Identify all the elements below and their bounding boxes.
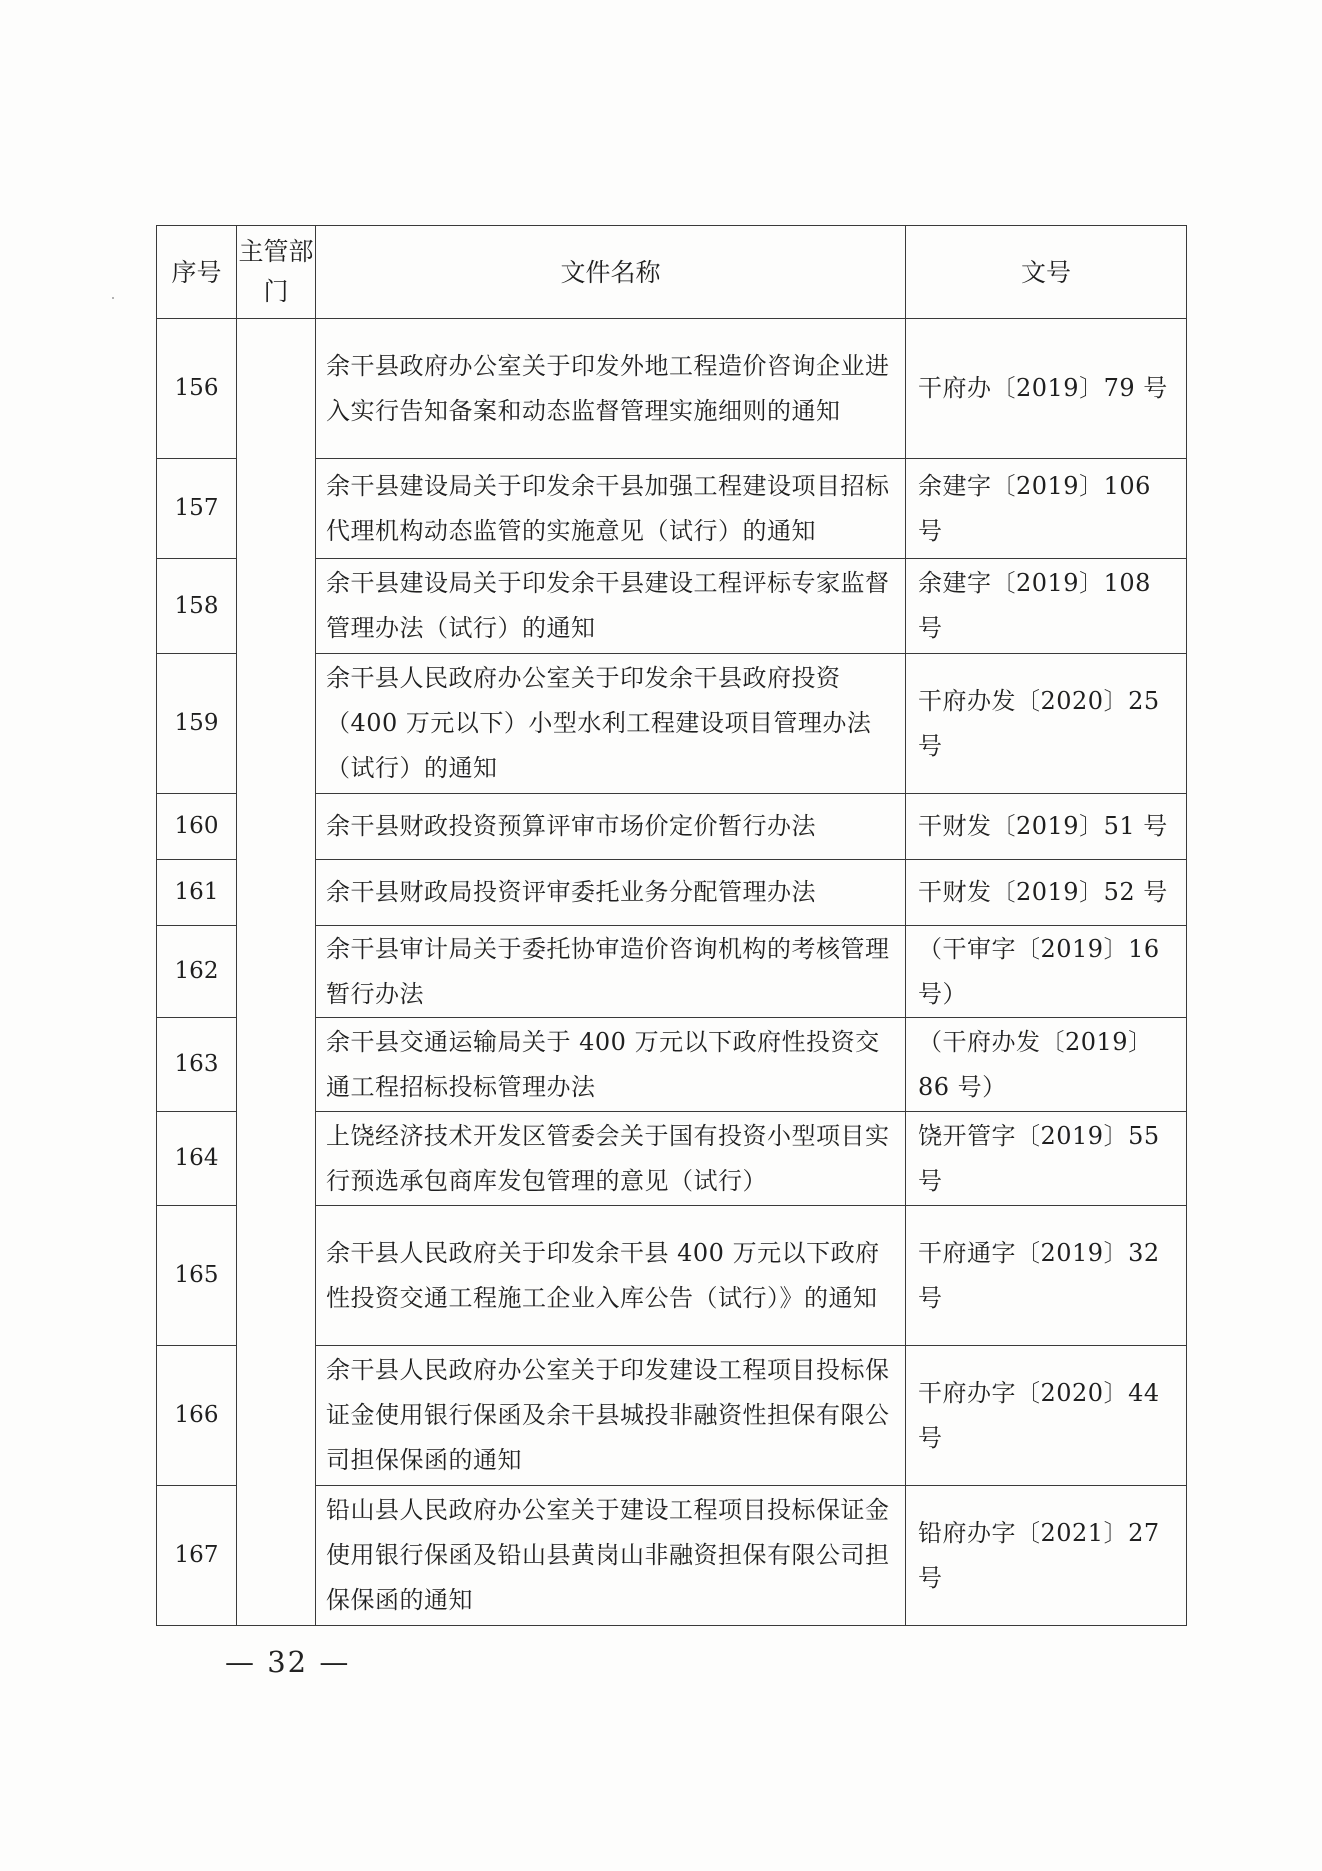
row-number: 干财发〔2019〕52 号: [906, 860, 1187, 926]
row-seq: 163: [157, 1018, 237, 1112]
row-name: 余干县人民政府关于印发余干县 400 万元以下政府性投资交通工程施工企业入库公告（试行）》的通知: [316, 1206, 906, 1346]
table-header-row: [157, 226, 1187, 319]
row-name: 余干县建设局关于印发余干县加强工程建设项目招标代理机构动态监管的实施意见（试行）的通知: [316, 459, 906, 559]
header-name: 文件名称: [316, 226, 906, 319]
row-seq: 158: [157, 559, 237, 654]
row-number: 饶开管字〔2019〕55 号: [906, 1112, 1187, 1206]
row-number: 干府办发〔2020〕25 号: [906, 654, 1187, 794]
row-seq: 162: [157, 926, 237, 1018]
row-seq: 160: [157, 794, 237, 860]
row-seq: 166: [157, 1346, 237, 1486]
row-name: 余干县财政局投资评审委托业务分配管理办法: [316, 860, 906, 926]
page-number: — 32 —: [225, 1645, 351, 1679]
row-number: （干府办发〔2019〕86 号）: [906, 1018, 1187, 1112]
row-name: 上饶经济技术开发区管委会关于国有投资小型项目实行预选承包商库发包管理的意见（试行）: [316, 1112, 906, 1206]
table-row: [157, 319, 1187, 459]
scan-speck: [112, 297, 114, 299]
row-seq: 161: [157, 860, 237, 926]
row-name: 余干县财政投资预算评审市场价定价暂行办法: [316, 794, 906, 860]
row-name: 余干县人民政府办公室关于印发建设工程项目投标保证金使用银行保函及余干县城投非融资性担保有限公司担保保函的通知: [316, 1346, 906, 1486]
row-seq: 165: [157, 1206, 237, 1346]
row-seq: 156: [157, 319, 237, 459]
row-number: 干府通字〔2019〕32 号: [906, 1206, 1187, 1346]
row-name: 余干县交通运输局关于 400 万元以下政府性投资交通工程招标投标管理办法: [316, 1018, 906, 1112]
header-number: 文号: [906, 226, 1187, 319]
row-number: 余建字〔2019〕108 号: [906, 559, 1187, 654]
row-number: 余建字〔2019〕106 号: [906, 459, 1187, 559]
row-number: 干财发〔2019〕51 号: [906, 794, 1187, 860]
row-seq: 157: [157, 459, 237, 559]
row-name: 余干县政府办公室关于印发外地工程造价咨询企业进入实行告知备案和动态监督管理实施细则的通知: [316, 319, 906, 459]
row-number: 干府办〔2019〕79 号: [906, 319, 1187, 459]
row-name: 余干县建设局关于印发余干县建设工程评标专家监督管理办法（试行）的通知: [316, 559, 906, 654]
row-name: 余干县人民政府办公室关于印发余干县政府投资（400 万元以下）小型水利工程建设项目管理办法（试行）的通知: [316, 654, 906, 794]
row-number: 干府办字〔2020〕44 号: [906, 1346, 1187, 1486]
row-seq: 164: [157, 1112, 237, 1206]
row-seq: 159: [157, 654, 237, 794]
header-dept: 主管部门: [237, 226, 316, 319]
row-number: （干审字〔2019〕16 号）: [906, 926, 1187, 1018]
row-name: 铅山县人民政府办公室关于建设工程项目投标保证金使用银行保函及铅山县黄岗山非融资担保有限公司担保保函的通知: [316, 1486, 906, 1626]
dept-merged-cell: [237, 319, 316, 1626]
row-seq: 167: [157, 1486, 237, 1626]
document-table: [156, 225, 1187, 1626]
row-name: 余干县审计局关于委托协审造价咨询机构的考核管理暂行办法: [316, 926, 906, 1018]
header-seq: 序号: [157, 226, 237, 319]
row-number: 铅府办字〔2021〕27 号: [906, 1486, 1187, 1626]
